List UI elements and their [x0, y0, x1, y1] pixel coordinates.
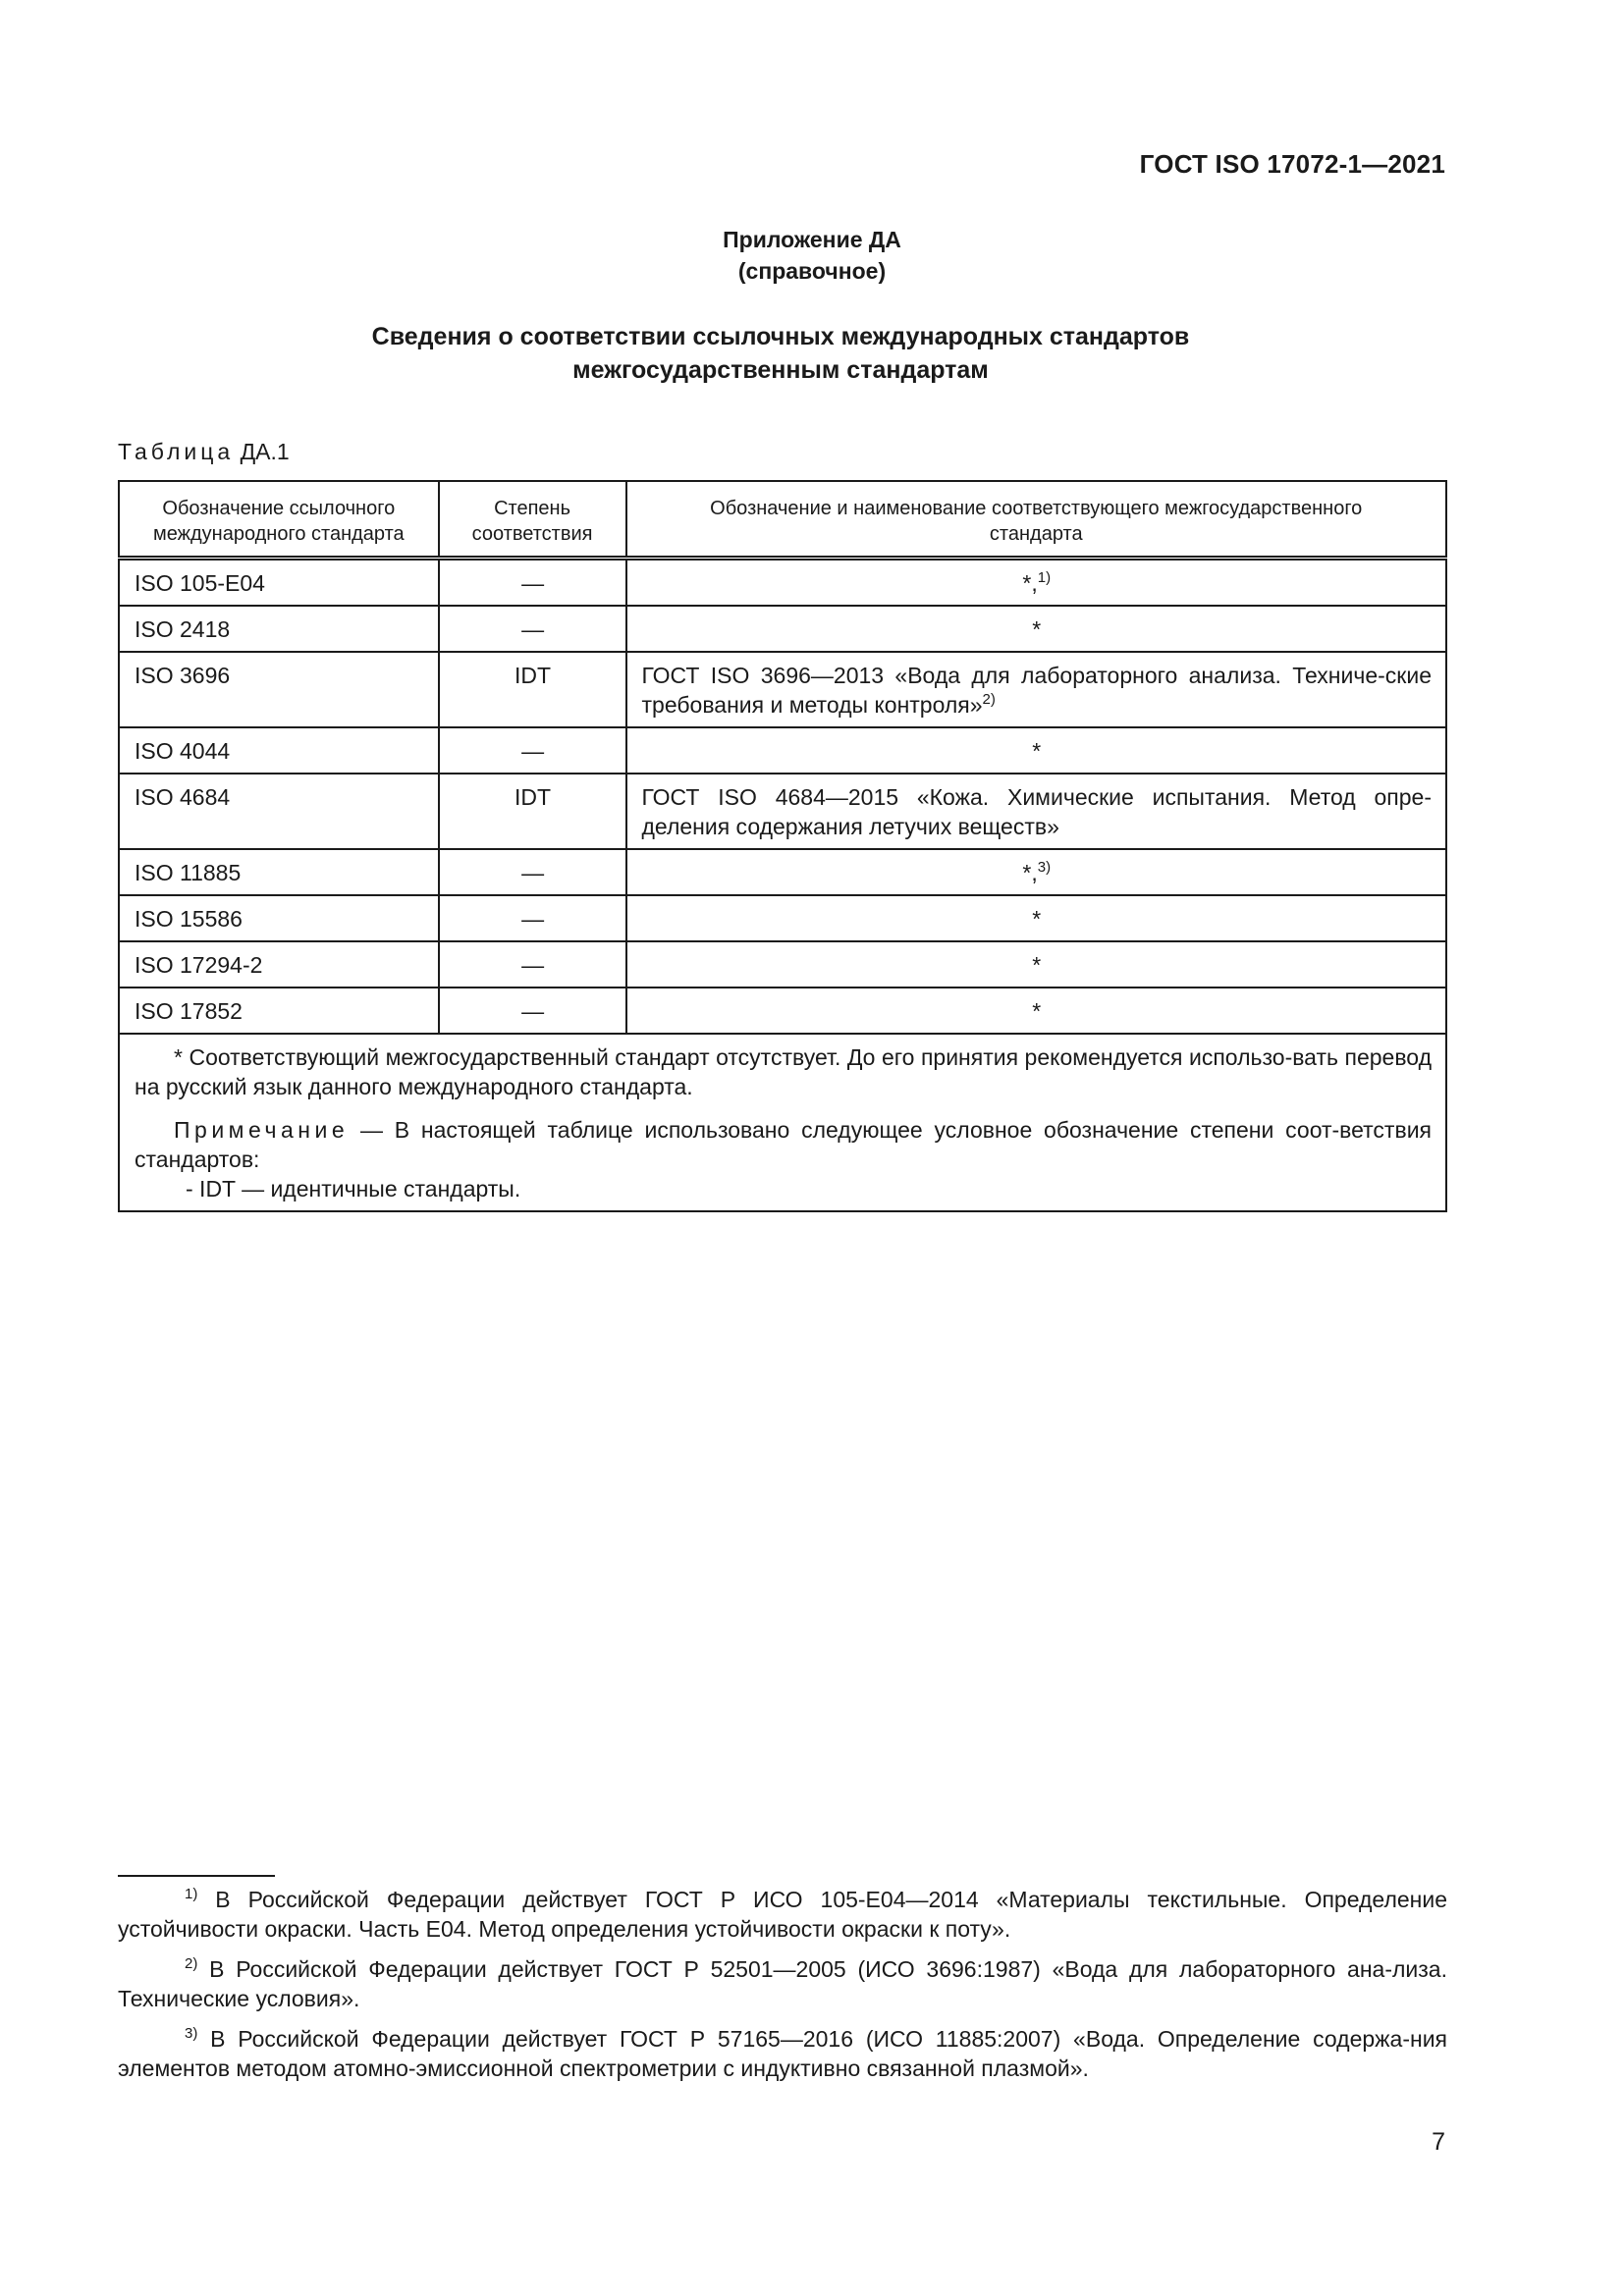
table-row	[119, 774, 1446, 849]
cell-ref: ISO 2418	[119, 606, 439, 652]
cell-standard-text: *	[1032, 998, 1042, 1024]
footnote-separator	[118, 1875, 275, 1877]
footnote-text: В Российской Федерации действует ГОСТ Р ИСО 105-Е04—2014 «Материалы текстильные. Определение устойчивости окраски. Часть Е04. Метод определения устойчивости окраски к поту».	[118, 1887, 1447, 1942]
cell-standard	[626, 774, 1447, 849]
cell-ref: ISO 11885	[119, 849, 439, 895]
table-note	[135, 1115, 1432, 1174]
cell-degree: IDT	[439, 774, 626, 849]
note-list-item: - IDT — идентичные стандарты.	[186, 1176, 521, 1201]
cell-ref: ISO 4684	[119, 774, 439, 849]
cell-ref: ISO 17294-2	[119, 941, 439, 988]
cell-ref: ISO 17852	[119, 988, 439, 1034]
cell-standard-text: *	[1032, 738, 1042, 764]
footnote-mark: 2)	[185, 1955, 198, 1972]
annex-title: Приложение ДА	[723, 227, 901, 252]
cell-standard-text: *	[1032, 952, 1042, 978]
table-row	[119, 988, 1446, 1034]
header-line: Степень	[494, 498, 571, 519]
header-line: Обозначение ссылочного	[162, 498, 396, 519]
annex-status: (справочное)	[737, 258, 887, 284]
table-caption	[118, 439, 290, 465]
table-notes-row	[119, 1034, 1446, 1211]
cell-standard-text: *	[1032, 616, 1042, 642]
cell-standard-text: ГОСТ ISO 4684—2015 «Кожа. Химические испытания. Метод опре-деления содержания летучих веществ»	[641, 784, 1432, 839]
header-interstate-standard	[626, 481, 1447, 559]
cell-standard-text: *,	[1022, 570, 1038, 596]
cell-standard-text: *	[1032, 906, 1042, 932]
cell-ref: ISO 105-E04	[119, 559, 439, 607]
document-code: ГОСТ ISO 17072-1—2021	[1139, 149, 1445, 179]
table-caption-label: Таблица	[118, 439, 235, 464]
footnote-text: В Российской Федерации действует ГОСТ Р 52501—2005 (ИСО 3696:1987) «Вода для лабораторного ана-лиза. Технические условия».	[118, 1956, 1447, 2011]
footnote-text: В Российской Федерации действует ГОСТ Р 57165—2016 (ИСО 11885:2007) «Вода. Определение содержа-ния элементов методом атомно-эмиссионной спектрометрии с индуктивно связанной плазмой».	[118, 2026, 1447, 2081]
footnote-ref: 2)	[982, 691, 996, 708]
table-row	[119, 606, 1446, 652]
cell-standard	[626, 727, 1447, 774]
note-text: — В настоящей таблице использовано следующее условное обозначение степени соот-ветствия стандартов:	[135, 1117, 1432, 1172]
annex-heading	[0, 320, 1561, 387]
table-row	[119, 727, 1446, 774]
table-row	[119, 652, 1446, 727]
cell-degree: —	[439, 727, 626, 774]
footnote-ref: 1)	[1037, 569, 1052, 586]
header-line: стандарта	[989, 523, 1083, 545]
cell-degree: —	[439, 606, 626, 652]
table-row	[119, 941, 1446, 988]
cell-degree: —	[439, 941, 626, 988]
table-caption-id: ДА.1	[240, 439, 290, 464]
header-line: соответствия	[471, 523, 593, 545]
cell-ref: ISO 3696	[119, 652, 439, 727]
cell-ref: ISO 4044	[119, 727, 439, 774]
correspondence-table	[118, 480, 1447, 1212]
cell-standard-text: *,	[1022, 860, 1038, 885]
footnotes	[118, 1885, 1447, 2094]
footnote-ref: 3)	[1037, 859, 1052, 876]
header-line: Обозначение и наименование соответствующего межгосударственного	[710, 498, 1363, 519]
page-number: 7	[1432, 2128, 1445, 2156]
annex-header	[0, 224, 1624, 287]
table-notes-cell	[119, 1034, 1446, 1211]
cell-degree: —	[439, 849, 626, 895]
cell-ref: ISO 15586	[119, 895, 439, 941]
cell-standard	[626, 895, 1447, 941]
header-line: международного стандарта	[152, 523, 405, 545]
footnote	[118, 2024, 1447, 2083]
table-row	[119, 849, 1446, 895]
cell-standard	[626, 849, 1447, 895]
cell-standard	[626, 559, 1447, 607]
header-ref-standard	[119, 481, 439, 559]
cell-standard	[626, 941, 1447, 988]
cell-standard	[626, 988, 1447, 1034]
header-degree	[439, 481, 626, 559]
annex-heading-line2: межгосударственным стандартам	[572, 356, 989, 384]
cell-standard-text: ГОСТ ISO 3696—2013 «Вода для лабораторного анализа. Техниче-ские требования и методы контроля»	[641, 663, 1432, 718]
cell-degree: —	[439, 988, 626, 1034]
table-row	[119, 559, 1446, 607]
footnote	[118, 1954, 1447, 2013]
cell-degree: —	[439, 559, 626, 607]
table-row	[119, 895, 1446, 941]
footnote-mark: 1)	[185, 1886, 198, 1902]
annex-heading-line1: Сведения о соответствии ссылочных международных стандартов	[371, 323, 1190, 350]
footnote	[118, 1885, 1447, 1944]
note-label: Примечание	[174, 1117, 350, 1143]
cell-degree: —	[439, 895, 626, 941]
table-header-row	[119, 481, 1446, 559]
footnote-mark: 3)	[185, 2025, 198, 2042]
cell-degree: IDT	[439, 652, 626, 727]
cell-standard	[626, 652, 1447, 727]
asterisk-note: * Соответствующий межгосударственный стандарт отсутствует. До его принятия рекомендуется использо-вать перевод на русский язык данного международного стандарта.	[135, 1044, 1432, 1099]
cell-standard	[626, 606, 1447, 652]
